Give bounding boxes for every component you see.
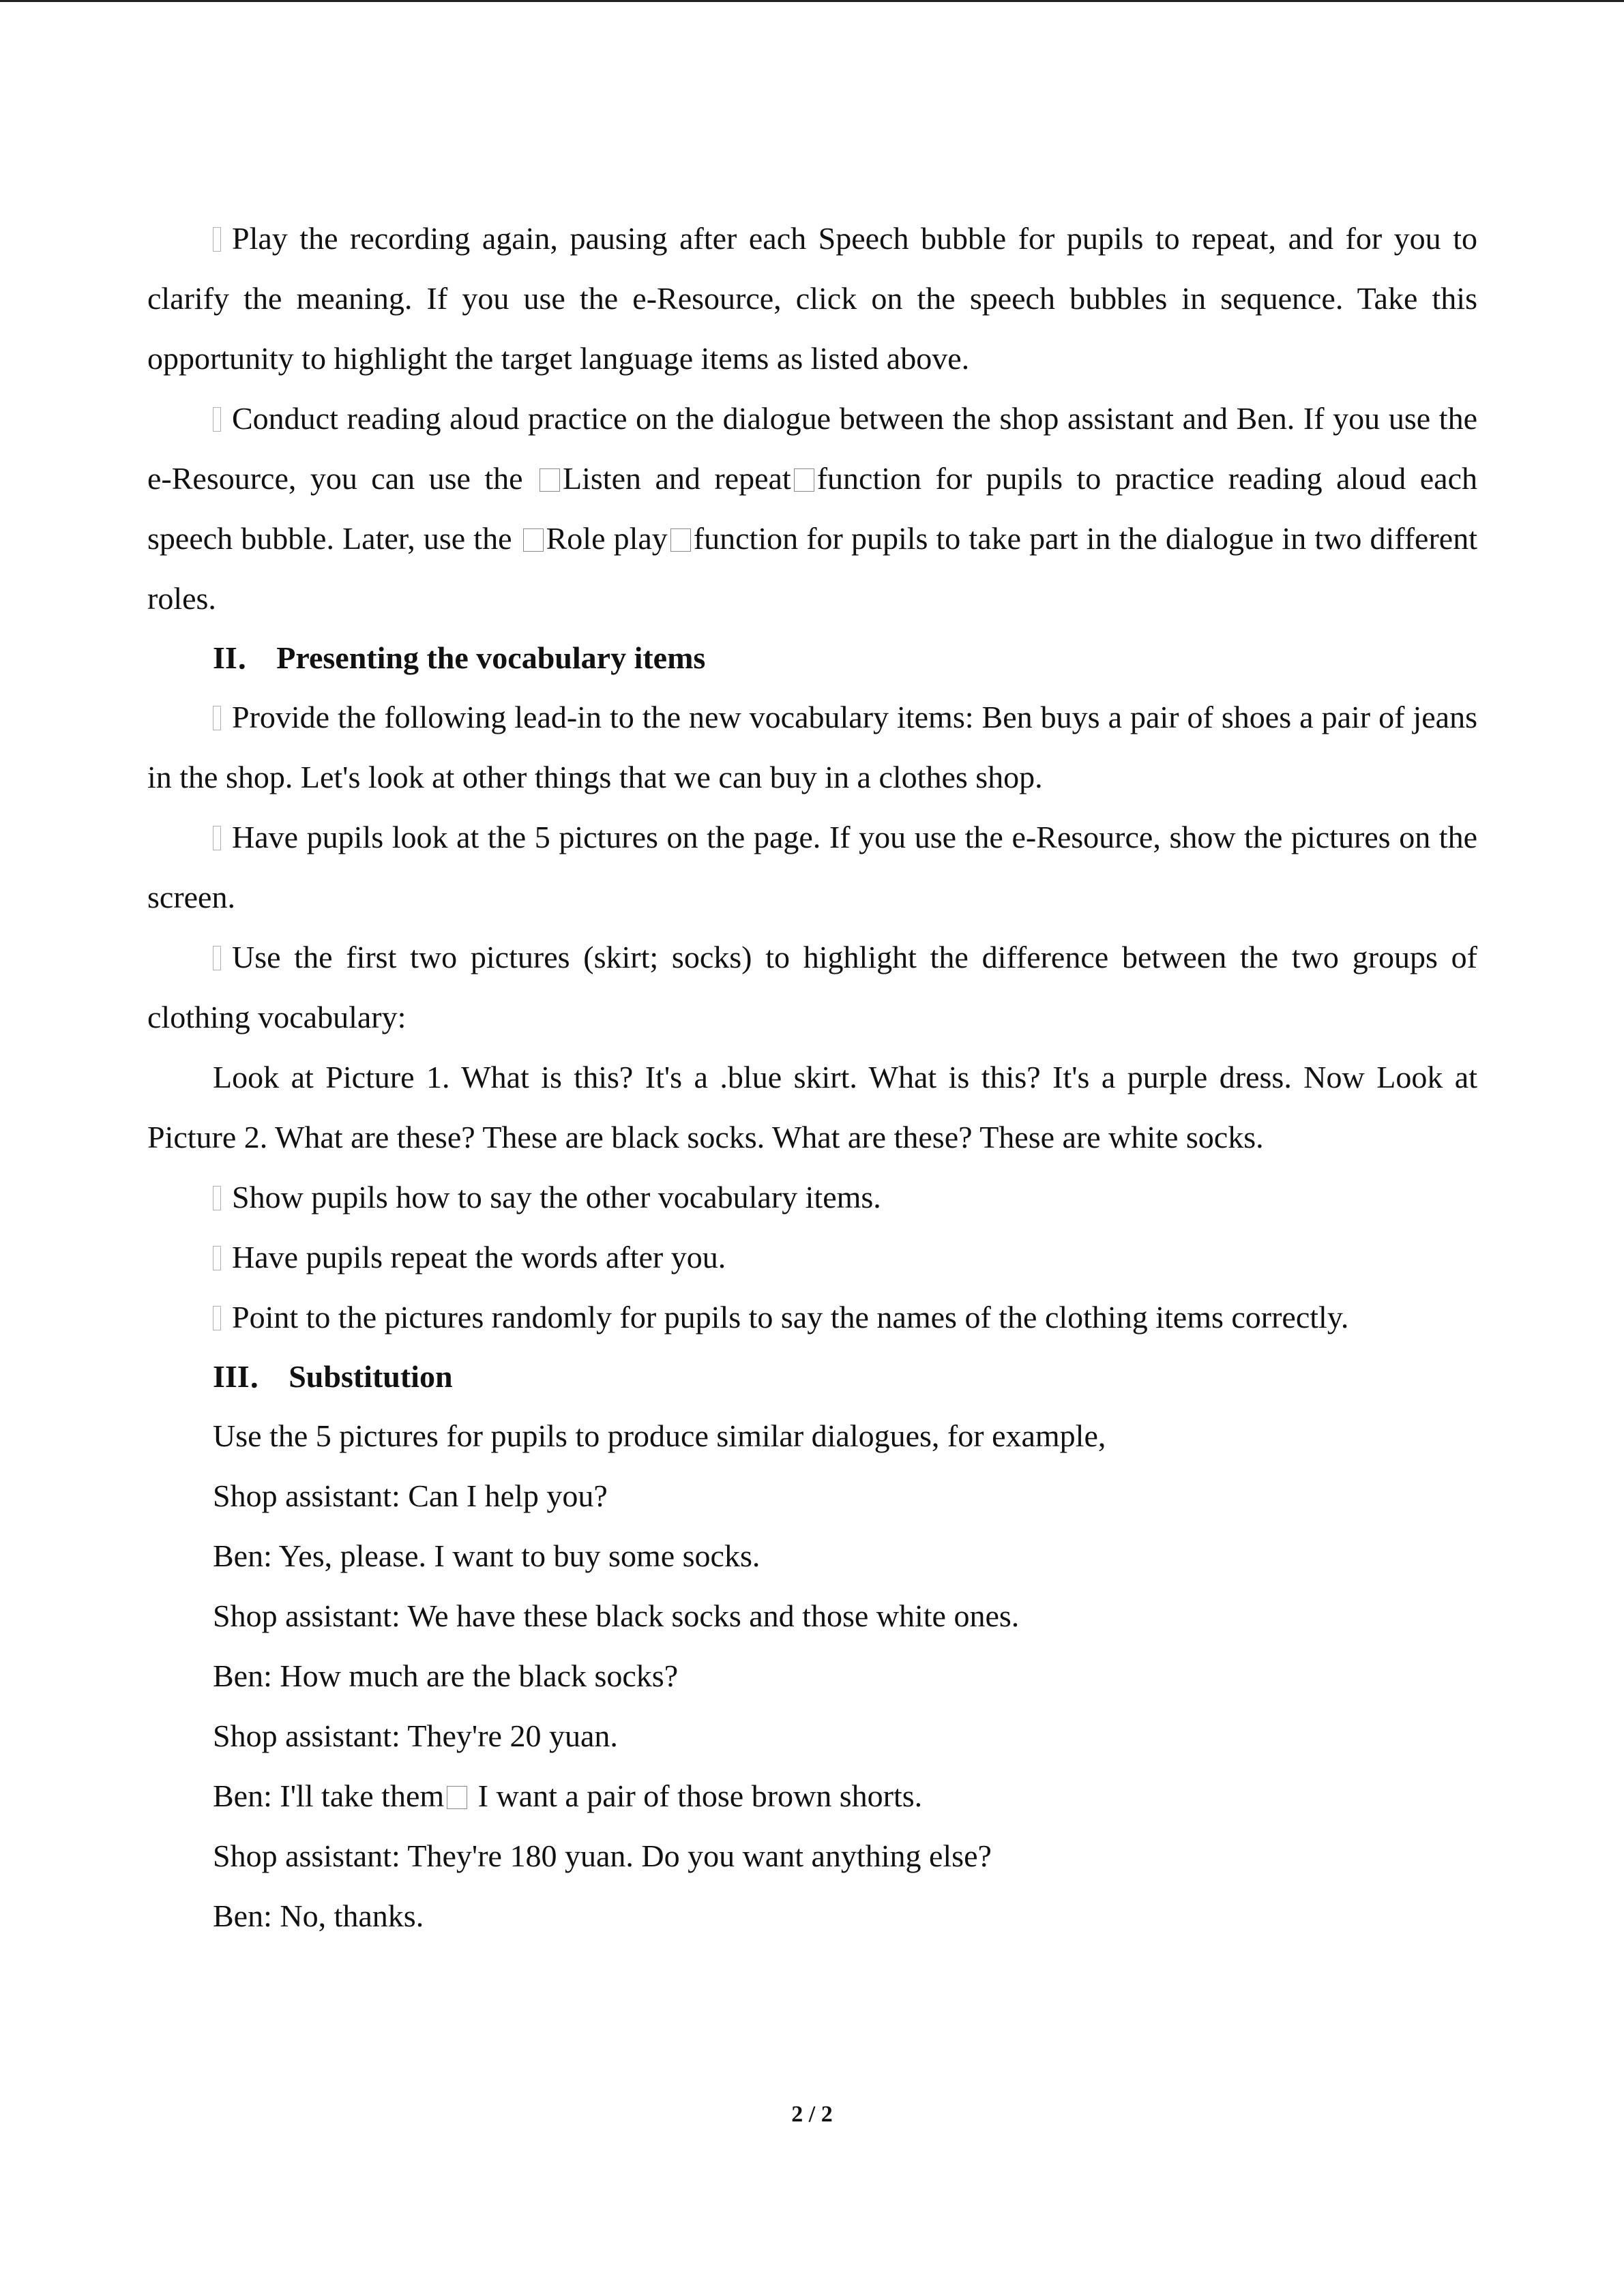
section-heading-substitution: III． Substitution	[213, 1359, 453, 1394]
paragraph-point-pictures	[147, 1287, 1477, 1347]
paragraph-text: Use the first two pictures (skirt; socks) to highlight the difference between the two groups of clothing vocabulary:	[147, 940, 1477, 1034]
paragraph-lead-in	[147, 687, 1477, 807]
page-top-border	[0, 0, 1624, 2]
bullet-icon	[213, 407, 221, 432]
dialogue-line: Shop assistant: They're 20 yuan.	[213, 1718, 618, 1753]
paragraph-text: Show pupils how to say the other vocabulary items.	[232, 1180, 881, 1214]
dialogue-text: I want a pair of those brown shorts.	[470, 1778, 923, 1813]
document-body	[147, 209, 1477, 1946]
missing-glyph-icon	[794, 468, 814, 492]
paragraph-text: Have pupils look at the 5 pictures on the page. If you use the e-Resource, show the pictures on the screen.	[147, 820, 1477, 914]
paragraph-picture-example: Look at Picture 1. What is this? It's a .blue skirt. What is this? It's a purple dress. Now Look at Picture 2. What are these? These are black socks. What are these? These are white socks.	[147, 1060, 1477, 1154]
dialogue-line: Shop assistant: We have these black socks and those white ones.	[213, 1598, 1020, 1633]
paragraph-reading-aloud	[147, 389, 1477, 629]
paragraph-text: Provide the following lead-in to the new vocabulary items: Ben buys a pair of shoes a pair of jeans in the shop. Let's look at other things that we can buy in a clothes shop.	[147, 700, 1477, 794]
bullet-icon	[213, 706, 221, 730]
paragraph-look-pictures	[147, 807, 1477, 927]
missing-glyph-icon	[670, 528, 691, 552]
paragraph-text: Point to the pictures randomly for pupils to say the names of the clothing items correctly.	[232, 1300, 1349, 1335]
dialogue-line: Shop assistant: They're 180 yuan. Do you want anything else?	[213, 1838, 992, 1873]
listen-and-repeat-label: Listen and repeat	[563, 461, 791, 496]
dialogue-line: Ben: How much are the black socks?	[213, 1658, 679, 1693]
missing-glyph-icon	[540, 468, 560, 492]
bullet-icon	[213, 946, 221, 970]
paragraph-repeat-words	[147, 1227, 1477, 1287]
paragraph-first-two-pictures	[147, 927, 1477, 1047]
bullet-icon	[213, 1306, 221, 1330]
bullet-icon	[213, 826, 221, 850]
missing-glyph-icon	[447, 1786, 467, 1809]
substitution-intro: Use the 5 pictures for pupils to produce similar dialogues, for example,	[213, 1418, 1106, 1453]
dialogue-line: Shop assistant: Can I help you?	[213, 1478, 608, 1513]
section-heading-vocabulary: II． Presenting the vocabulary items	[213, 640, 706, 675]
paragraph-show-vocabulary	[147, 1167, 1477, 1227]
dialogue-line	[147, 1766, 1477, 1826]
dialogue-line: Ben: No, thanks.	[213, 1898, 424, 1933]
dialogue-text: Ben: I'll take them	[213, 1778, 445, 1813]
paragraph-text: Conduct reading aloud practice on the dialogue between the shop assistant and Ben. If you use the e-Resource, you can use the	[147, 401, 1477, 496]
paragraph-text: function for pupils to take part in the dialogue in two different roles.	[147, 521, 1477, 616]
paragraph-text: Play the recording again, pausing after each Speech bubble for pupils to repeat, and for you to clarify the meaning. If you use the e-Resource, click on the speech bubbles in sequence. Take this opportunity to highlight the target language items as listed above.	[147, 221, 1477, 376]
paragraph-text: function for pupils to practice reading aloud each speech bubble. Later, use the	[147, 461, 1478, 556]
bullet-icon	[213, 1186, 221, 1210]
missing-glyph-icon	[523, 528, 544, 552]
paragraph-text: Have pupils repeat the words after you.	[232, 1240, 726, 1274]
page-number: 2 / 2	[791, 2102, 833, 2127]
role-play-label: Role play	[546, 521, 668, 556]
bullet-icon	[213, 227, 221, 252]
paragraph-play-recording	[147, 209, 1477, 389]
dialogue-line: Ben: Yes, please. I want to buy some socks.	[213, 1538, 761, 1573]
bullet-icon	[213, 1246, 221, 1270]
